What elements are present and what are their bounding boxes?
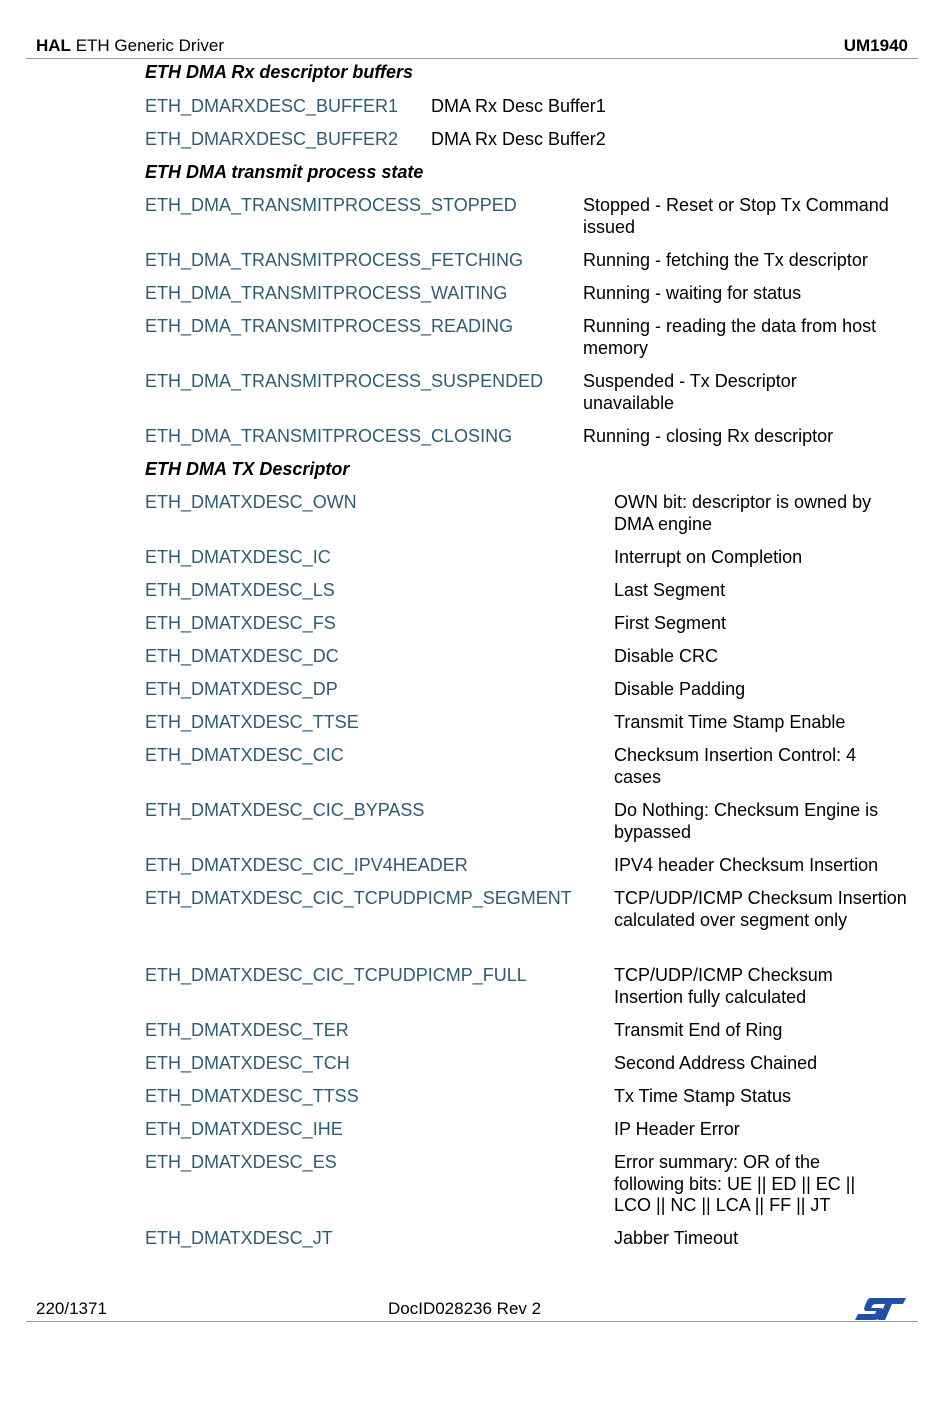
macro-name: ETH_DMA_TRANSMITPROCESS_SUSPENDED — [145, 371, 544, 391]
macro-name: ETH_DMA_TRANSMITPROCESS_STOPPED — [145, 195, 517, 215]
macro-name: ETH_DMATXDESC_OWN — [145, 492, 357, 512]
macro-desc: Stopped - Reset or Stop Tx Command issued — [583, 195, 889, 237]
section-title-rx-buffers: ETH DMA Rx descriptor buffers — [145, 62, 414, 82]
macro-name: ETH_DMATXDESC_CIC_IPV4HEADER — [145, 855, 468, 875]
macro-name: ETH_DMA_TRANSMITPROCESS_CLOSING — [145, 426, 513, 446]
macro-desc: OWN bit: descriptor is owned by DMA engine — [614, 492, 872, 534]
macro-name: ETH_DMATXDESC_CIC — [145, 745, 344, 765]
macro-desc: Transmit End of Ring — [614, 1020, 783, 1040]
macro-desc: First Segment — [614, 613, 727, 633]
st-logo-icon — [854, 1296, 908, 1327]
macro-desc: Running - closing Rx descriptor — [583, 426, 834, 446]
macro-desc: Last Segment — [614, 580, 726, 600]
page-number: 220/1371 — [36, 1299, 107, 1318]
macro-desc: Error summary: OR of the following bits: UE || ED || EC || LCO || NC || LCA || FF || JT — [614, 1152, 856, 1215]
macro-name: ETH_DMATXDESC_FS — [145, 613, 336, 633]
macro-desc: Suspended - Tx Descriptor unavailable — [583, 371, 797, 413]
macro-name: ETH_DMATXDESC_CIC_TCPUDPICMP_FULL — [145, 965, 527, 985]
macro-desc: Second Address Chained — [614, 1053, 818, 1073]
macro-name: ETH_DMARXDESC_BUFFER2 — [145, 129, 399, 149]
macro-name: ETH_DMATXDESC_IC — [145, 547, 331, 567]
page-footer — [26, 1296, 918, 1322]
macro-desc: Checksum Insertion Control: 4 cases — [614, 745, 857, 787]
section-title-tx-descriptor: ETH DMA TX Descriptor — [145, 459, 350, 479]
macro-desc: Interrupt on Completion — [614, 547, 803, 567]
header-hal: HAL — [36, 36, 71, 55]
macro-desc: Disable CRC — [614, 646, 719, 666]
macro-name: ETH_DMATXDESC_TTSS — [145, 1086, 359, 1106]
macro-name: ETH_DMARXDESC_BUFFER1 — [145, 96, 399, 116]
macro-desc: Transmit Time Stamp Enable — [614, 712, 846, 732]
macro-desc: Running - reading the data from host memory — [583, 316, 877, 358]
page-header — [26, 35, 918, 59]
macro-name: ETH_DMATXDESC_DC — [145, 646, 339, 666]
macro-name: ETH_DMATXDESC_CIC_BYPASS — [145, 800, 425, 820]
macro-desc: DMA Rx Desc Buffer1 — [431, 96, 606, 116]
macro-desc: Jabber Timeout — [614, 1228, 739, 1248]
macro-desc: Running - waiting for status — [583, 283, 802, 303]
macro-name: ETH_DMATXDESC_JT — [145, 1228, 333, 1248]
macro-desc: DMA Rx Desc Buffer2 — [431, 129, 606, 149]
macro-name: ETH_DMATXDESC_LS — [145, 580, 335, 600]
macro-desc: IPV4 header Checksum Insertion — [614, 855, 879, 875]
section-title-tx-state: ETH DMA transmit process state — [145, 162, 424, 182]
macro-name: ETH_DMATXDESC_ES — [145, 1152, 337, 1172]
macro-desc: Disable Padding — [614, 679, 746, 699]
macro-name: ETH_DMATXDESC_TCH — [145, 1053, 350, 1073]
doc-id: DocID028236 Rev 2 — [388, 1299, 542, 1318]
macro-name: ETH_DMA_TRANSMITPROCESS_READING — [145, 316, 514, 336]
macro-desc: TCP/UDP/ICMP Checksum Insertion calculated over segment only — [614, 888, 907, 930]
macro-name: ETH_DMATXDESC_TER — [145, 1020, 349, 1040]
header-doc-code: UM1940 — [843, 36, 908, 55]
header-title — [36, 36, 224, 56]
macro-name: ETH_DMATXDESC_CIC_TCPUDPICMP_SEGMENT — [145, 888, 572, 908]
macro-desc: TCP/UDP/ICMP Checksum Insertion fully calculated — [614, 965, 833, 1007]
macro-desc: Tx Time Stamp Status — [614, 1086, 792, 1106]
macro-desc: Do Nothing: Checksum Engine is bypassed — [614, 800, 879, 842]
macro-desc: IP Header Error — [614, 1119, 740, 1139]
macro-desc: Running - fetching the Tx descriptor — [583, 250, 868, 270]
header-driver-name: ETH Generic Driver — [75, 36, 224, 55]
macro-name: ETH_DMATXDESC_TTSE — [145, 712, 359, 732]
macro-name: ETH_DMA_TRANSMITPROCESS_WAITING — [145, 283, 508, 303]
macro-name: ETH_DMATXDESC_IHE — [145, 1119, 343, 1139]
macro-name: ETH_DMATXDESC_DP — [145, 679, 338, 699]
macro-name: ETH_DMA_TRANSMITPROCESS_FETCHING — [145, 250, 524, 270]
